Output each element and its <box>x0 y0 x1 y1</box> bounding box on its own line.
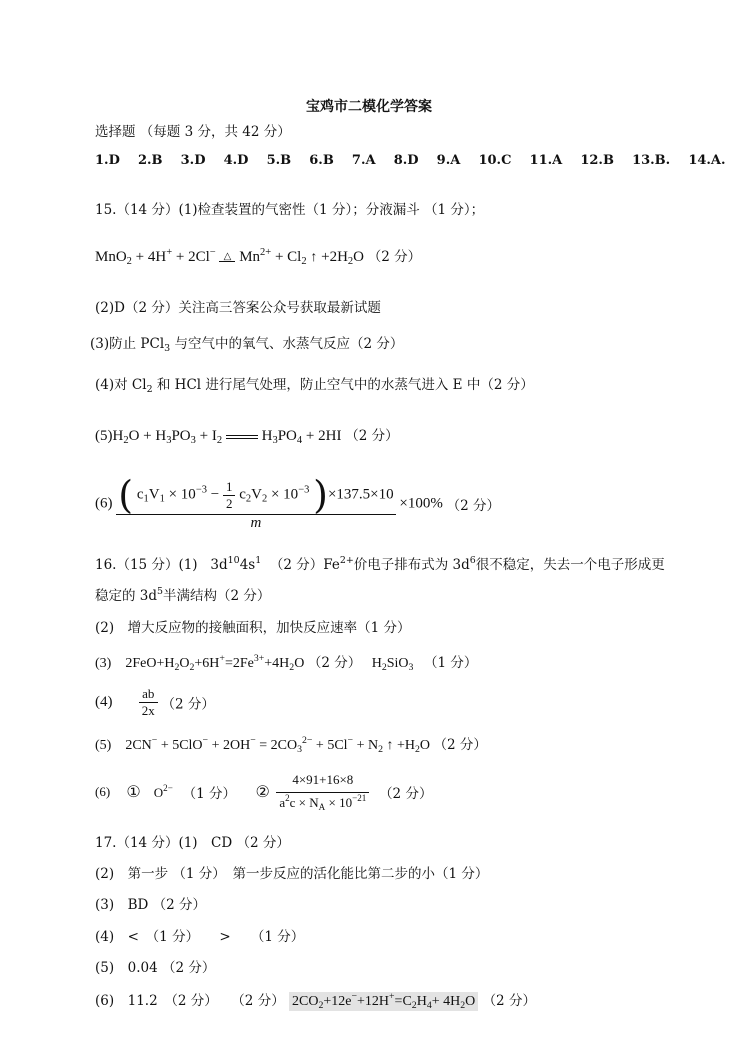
mc-header: 选择题 （每题 3 分，共 42 分） <box>95 124 291 140</box>
q17-line2: (2) 第一步 （1 分） 第一步反应的活化能比第二步的小（1 分） <box>95 866 489 882</box>
q15-equation5: $(5)H_2O + H_3PO_3 + I_2$ $H_3PO_4 + 2HI$ （2 分） <box>95 428 399 446</box>
mc-answer: 1.D <box>95 153 120 168</box>
q15-line3-text-a: (3)防止 PCl <box>90 336 165 352</box>
highlighted-equation: $2CO_2+12e^-+12H^+=C_2H_4+ 4H_2O$ <box>289 992 478 1011</box>
item-number: (5) <box>95 738 112 753</box>
score: （2 分） <box>482 993 536 1009</box>
ion-charge: 2− <box>163 783 173 793</box>
mc-answer: 8.D <box>393 153 419 168</box>
q17-line4: (4) < （1 分） > （1 分） <box>95 929 305 945</box>
q15-equation1: MnO$_2$ + 4H+ + 2Cl− △ $Mn^{2+} + Cl_2$ ↑ $+2H_2O$ （2 分） <box>95 247 422 267</box>
q16-equation3: (3) $2FeO+H_2O_2+6H^+=2Fe^{3+}+4H_2O$ （2 分） $H_2SiO_3$ （1 分） <box>95 653 478 673</box>
q16-line2-text-a: 稳定的 3d <box>95 588 158 604</box>
page-title: 宝鸡市二模化学答案 <box>306 99 432 115</box>
score: （2 分） <box>161 696 215 713</box>
q17-line1: 17.（14 分）(1) CD （2 分） <box>95 835 290 851</box>
ion: O <box>153 785 164 800</box>
formula-part: SiO <box>386 656 409 671</box>
q17-line5: (5) 0.04 （2 分） <box>95 960 216 976</box>
q16-answer4 <box>95 686 215 719</box>
fraction: ( $c_1V_1 \times 10^{-3}$ − $\frac{1}{2}$ $c_2V_2 \times 10^{-3}$ )×137.5×10 m <box>118 473 394 531</box>
q16-line2: 稳定的 $3d^5$半满结构（2 分） <box>95 586 271 604</box>
score: （1 分） <box>182 786 236 802</box>
q15-line3-text-b: 与空气中的氧气、水蒸气反应（2 分） <box>174 336 404 352</box>
mc-answer: 6.B <box>309 153 334 168</box>
mc-answer: 11.A <box>529 153 563 168</box>
mc-answer: 12.B <box>580 153 614 168</box>
q16-line1-text-a: 16.（15 分）(1) <box>95 557 198 573</box>
denominator: 2x <box>141 703 155 718</box>
q15-line1: 15.（14 分）(1)检查装置的气密性（1 分）；分液漏斗 （1 分）； <box>95 202 485 218</box>
score: （2 分） <box>379 786 433 802</box>
score: （1 分） <box>423 655 478 671</box>
mc-answer: 10.C <box>478 153 512 168</box>
q15-line3: (3)防止 PCl$_3$ 与空气中的氧气、水蒸气反应（2 分） <box>90 336 404 354</box>
equals-arrow-icon <box>226 435 258 439</box>
heat-arrow-icon: △ <box>219 253 235 262</box>
item-number: (4) <box>95 694 113 710</box>
score: （2 分） <box>446 498 500 514</box>
mc-answer: 2.B <box>137 153 163 168</box>
q15-line4-text-b: 和 HCl 进行尾气处理，防止空气中的水蒸气进入 E 中（2 分） <box>156 377 534 393</box>
q15-line4-text-a: (4)对 Cl <box>95 377 147 393</box>
item-number: (6) <box>95 495 113 512</box>
q16-line1-text-c: 价电子排布式为 3d <box>353 557 470 573</box>
score: （2 分） <box>345 428 399 444</box>
q16-line1: 16.（15 分）(1) $3d^{10}4s^1$ （2 分）$Fe^{2+}$价电子排布式为 $3d^6$很不稳定，失去一个电子形成更 <box>95 555 665 573</box>
numerator-tail: ×137.5×10 <box>327 486 394 503</box>
item-number: (6) <box>95 784 111 799</box>
fraction <box>276 772 369 812</box>
fraction <box>139 686 158 719</box>
gas-arrow-icon: ↑ <box>310 250 318 265</box>
mc-answer: 9.A <box>436 153 461 168</box>
q16-line1-text-b: （2 分）Fe <box>269 557 340 573</box>
mc-answer-row <box>95 153 726 168</box>
q16-equation5: (5) $2CN^- + 5ClO^- + 2OH^- = 2CO_3^{2-} + 5Cl^- + N_2$ ↑ $+H_2O$ （2 分） <box>95 735 487 755</box>
formula-part: H <box>371 656 382 671</box>
mc-answer: 7.A <box>351 153 376 168</box>
item-number: (5) <box>95 428 113 444</box>
circled-number: ① <box>126 784 141 801</box>
mc-answer: 5.B <box>266 153 292 168</box>
mc-answer: 13.B. <box>632 153 671 168</box>
q16-answer6 <box>95 772 432 812</box>
q17-line6 <box>95 989 536 1011</box>
mc-answer: 3.D <box>180 153 206 168</box>
gas-arrow-icon: ↑ <box>386 738 394 753</box>
numerator: ab <box>139 686 158 703</box>
mc-answer: 4.D <box>223 153 249 168</box>
q16-line3: (2) 增大反应物的接触面积，加快反应速率（1 分） <box>95 620 411 636</box>
q15-line4: (4)对 $Cl_2$ 和 HCl 进行尾气处理，防止空气中的水蒸气进入 E 中（2 分） <box>95 377 534 395</box>
denominator: m <box>250 515 262 531</box>
numerator: 4×91+16×8 <box>276 772 369 793</box>
q17-line3: (3) BD （2 分） <box>95 897 207 913</box>
q17-line6-text: (6) 11.2 （2 分） （2 分） <box>95 993 285 1009</box>
q15-line2: (2)D（2 分）关注高三答案公众号获取最新试题 <box>95 300 381 316</box>
circled-number: ② <box>255 784 270 801</box>
score: （2 分） <box>307 655 362 671</box>
q15-formula6 <box>95 473 500 532</box>
mc-answer: 14.A. <box>688 153 726 168</box>
score: （2 分） <box>367 249 422 265</box>
score: （2 分） <box>433 737 487 753</box>
denominator: $a^2c \times N_A \times 10^{-21}$ <box>279 793 367 812</box>
q16-line2-text-b: 半满结构（2 分） <box>163 588 271 604</box>
percent-factor: ×100% <box>399 495 443 512</box>
item-number: (3) <box>95 656 112 671</box>
q16-line1-text-d: 很不稳定，失去一个电子形成更 <box>475 557 665 573</box>
